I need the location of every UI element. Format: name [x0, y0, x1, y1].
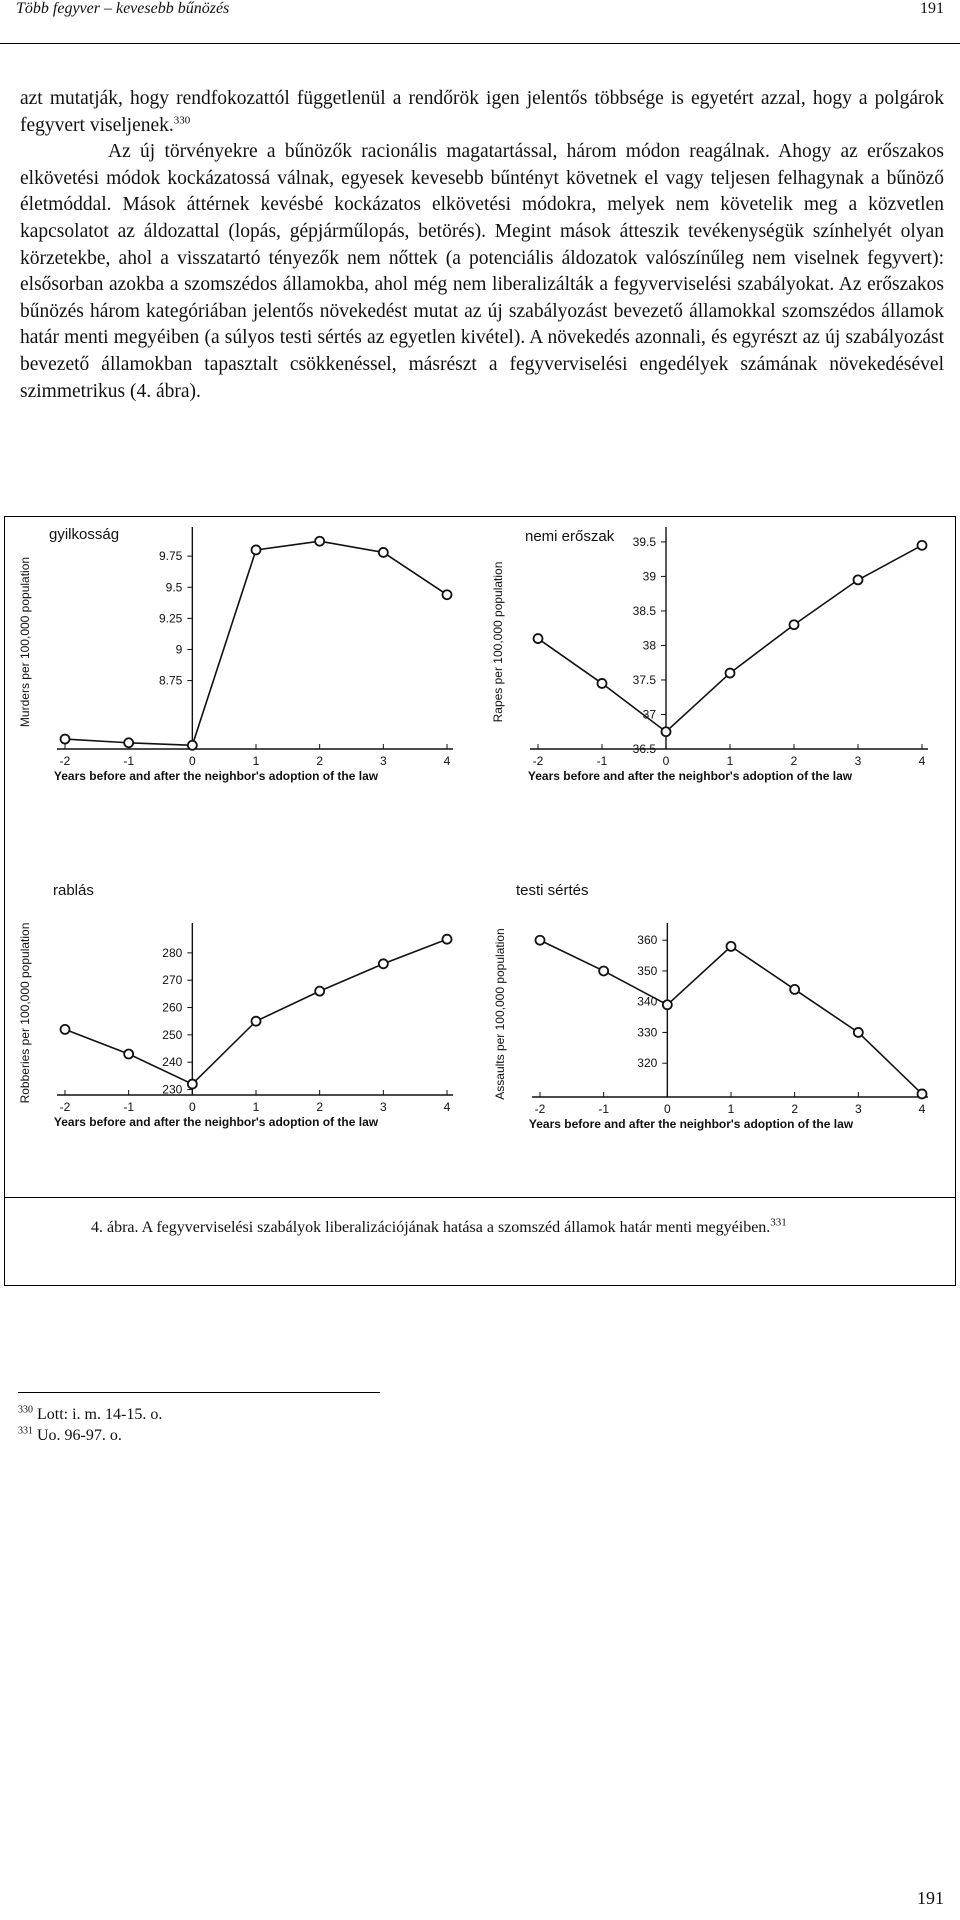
y-tick-label: 340 [637, 994, 658, 1009]
y-tick-label: 350 [637, 963, 658, 978]
x-tick-label: 4 [443, 754, 451, 768]
data-point [124, 738, 133, 747]
y-tick-label: 9.25 [158, 611, 183, 626]
data-point [854, 575, 863, 584]
y-axis-label: Assaults per 100,000 population [493, 928, 507, 1100]
data-point [61, 735, 70, 744]
chart-title: gyilkosság [49, 526, 120, 543]
y-tick-label: 250 [162, 1027, 183, 1042]
data-point [598, 679, 607, 688]
footnote-331: $^{331}$ Uo. 96-97. o. [18, 1425, 122, 1444]
data-point [918, 541, 927, 550]
y-tick-label: 38 [642, 638, 656, 653]
data-point [252, 1017, 261, 1026]
y-tick-label: 39.5 [632, 534, 656, 549]
footnote-ref-330[interactable]: 330 [173, 114, 191, 127]
y-tick-label: 8.75 [158, 673, 183, 688]
data-point [188, 1080, 197, 1089]
x-axis-label: Years before and after the neighbor's adoption of the law [527, 769, 853, 783]
x-tick-label: -1 [123, 1100, 135, 1114]
x-tick-label: 1 [252, 754, 260, 768]
x-tick-label: -1 [123, 754, 135, 768]
x-tick-label: -2 [534, 1102, 546, 1116]
data-point [315, 987, 324, 996]
x-tick-label: 4 [443, 1100, 451, 1114]
y-tick-label: 330 [637, 1025, 658, 1040]
y-tick-label: 260 [162, 1000, 183, 1015]
data-point [124, 1050, 133, 1059]
y-axis-label: Murders per 100,000 population [18, 556, 32, 728]
data-point [790, 985, 799, 994]
figure-plots [5, 517, 955, 1198]
x-axis-label: Years before and after the neighbor's adoption of the law [53, 1115, 379, 1129]
data-point [188, 741, 197, 750]
x-tick-label: -1 [598, 1102, 610, 1116]
footnote-separator [18, 1392, 380, 1393]
x-tick-label: 2 [316, 754, 324, 768]
y-tick-label: 38.5 [632, 603, 656, 618]
x-tick-label: 3 [854, 1102, 862, 1116]
series-line [65, 541, 447, 745]
footnote-330: $^{330}$ Lott: i. m. 14-15. o. [18, 1404, 163, 1423]
y-axis-label: Robberies per 100,000 population [18, 922, 32, 1104]
y-tick-label: 39 [642, 569, 656, 584]
x-tick-label: 4 [918, 754, 926, 768]
x-tick-label: 0 [188, 754, 196, 768]
x-tick-label: 2 [790, 754, 798, 768]
body-text [20, 86, 944, 405]
x-tick-label: 3 [379, 1100, 387, 1114]
caption-text: 4. ábra. A fegyverviselési szabályok liberalizációjának hatása a szomszéd államok határ menti megyéiben. [91, 1219, 771, 1236]
paragraph-1-text: azt mutatják, hogy rendfokozattól függetlenül a rendőrök igen jelentős többsége is egyetért azzal, hogy a polgárok fegyvert viseljenek. [20, 88, 944, 136]
chart-title: testi sértés [516, 882, 589, 899]
chart-assaults [480, 857, 955, 1197]
x-tick-label: 2 [791, 1102, 799, 1116]
figure-4 [4, 516, 956, 1286]
x-tick-label: 4 [918, 1102, 926, 1116]
x-tick-label: -2 [532, 754, 544, 768]
chart-rapes [480, 517, 955, 783]
data-point [252, 545, 261, 554]
data-point [379, 959, 388, 968]
y-tick-label: 9.75 [158, 549, 183, 564]
x-tick-label: 2 [316, 1100, 324, 1114]
series-line [540, 940, 922, 1094]
data-point [790, 620, 799, 629]
x-tick-label: -1 [596, 754, 608, 768]
figure-caption [19, 1217, 939, 1239]
y-tick-label: 270 [162, 973, 183, 988]
x-tick-label: 0 [663, 1102, 671, 1116]
y-tick-label: 36.5 [632, 742, 656, 756]
data-point [536, 936, 545, 945]
series-line [538, 545, 922, 731]
x-tick-label: 3 [854, 754, 862, 768]
x-tick-label: 1 [727, 1102, 735, 1116]
footnotes [18, 1404, 162, 1446]
chart-title: nemi erőszak [525, 528, 615, 545]
y-tick-label: 37.5 [632, 672, 656, 687]
x-axis-label: Years before and after the neighbor's adoption of the law [53, 769, 379, 783]
x-tick-label: 0 [188, 1100, 196, 1114]
data-point [379, 548, 388, 557]
data-point [534, 634, 543, 643]
y-axis-label: Rapes per 100,000 population [491, 561, 505, 723]
data-point [727, 942, 736, 951]
y-tick-label: 9.5 [165, 580, 183, 595]
data-point [443, 935, 452, 944]
y-tick-label: 280 [162, 945, 183, 960]
x-axis-label: Years before and after the neighbor's adoption of the law [528, 1117, 854, 1131]
data-point [663, 1000, 672, 1009]
chart-robberies [5, 857, 480, 1197]
header-page-number: 191 [920, 0, 944, 17]
x-tick-label: 1 [252, 1100, 260, 1114]
y-tick-label: 9 [175, 642, 183, 657]
data-point [443, 590, 452, 599]
data-point [61, 1025, 70, 1034]
y-tick-label: 37 [642, 707, 656, 722]
y-tick-label: 320 [637, 1056, 658, 1071]
x-tick-label: 1 [726, 754, 734, 768]
chart-title: rablás [53, 882, 94, 899]
y-tick-label: 360 [637, 933, 658, 948]
data-point [315, 537, 324, 546]
data-point [918, 1089, 927, 1098]
x-tick-label: -2 [59, 1100, 71, 1114]
data-point [662, 727, 671, 736]
data-point [726, 669, 735, 678]
data-point [854, 1028, 863, 1037]
y-tick-label: 240 [162, 1055, 183, 1070]
paragraph-1 [20, 86, 944, 139]
footnote-ref-331[interactable]: 331 [770, 1216, 787, 1229]
paragraph-2: Az új törvényekre a bűnözők racionális magatartással, három módon reagálnak. Ahogy az erőszakos elkövetési módok kockázatossá válnak, egyesek kevesebb bűntényt követnek el vagy teljesen felhagynak a bűnöző életmóddal. Mások áttérnek kevésbé kockázatos elkövetési módokra, melyek nem követelik meg a közvetlen kapcsolatot az áldozattal (lopás, gépjárműlopás, betörés). Megint mások átteszik tevékenységük színhelyét olyan körzetekbe, ahol a visszatartó tényezők nem nőttek (a potenciális áldozatok valószínűleg nem viselnek fegyvert): elsősorban azokba a szomszédos államokba, ahol még nem liberalizálták a fegyverviselési szabályokat. Az erőszakos bűnözés három kategóriában jelentős növekedést mutat az új szabályozást bevezető államokkal szomszédos államok határ menti megyéiben (a súlyos testi sértés az egyetlen kivétel). A növekedés azonnali, és egyrészt az új szabályozást bevezető államokban tapasztalt csökkenéssel, másrészt a fegyverviselési engedélyek számának növekedésével szimmetrikus (4. ábra). [20, 141, 944, 402]
running-title: Több fegyver – kevesebb bűnözés [16, 0, 230, 17]
series-line [65, 939, 447, 1084]
chart-murders [5, 517, 480, 783]
x-tick-label: -2 [59, 754, 71, 768]
page-number: 191 [917, 1888, 944, 1908]
x-tick-label: 0 [662, 754, 670, 768]
data-point [599, 966, 608, 975]
y-tick-label: 230 [162, 1082, 183, 1097]
running-header [0, 0, 960, 44]
x-tick-label: 3 [379, 754, 387, 768]
